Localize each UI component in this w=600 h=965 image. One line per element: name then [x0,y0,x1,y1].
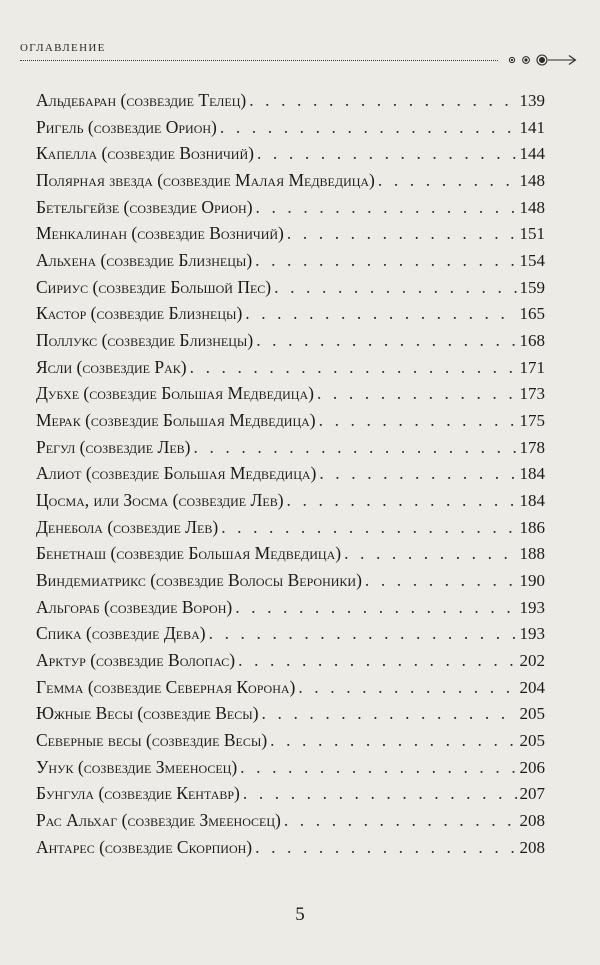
dot-leader [317,380,517,406]
toc-entry-title: Гемма (созвездие Северная Корона) [36,676,296,697]
dot-leader [298,674,516,700]
toc-entry-title: Кастор (созвездие Близнецы) [36,303,243,324]
toc-entry-page: 205 [519,704,545,724]
toc-entry-page: 175 [519,411,545,431]
dot-leader [284,807,517,833]
toc-entry[interactable] [36,460,545,487]
toc-entry-title: Арктур (созвездие Волопас) [36,650,236,671]
toc-entry-title: Цосма, или Зосма (созвездие Лев) [36,490,284,511]
toc-entry[interactable] [36,300,545,327]
toc-entry-title: Альхена (созвездие Близнецы) [36,250,253,271]
toc-entry-page: 205 [519,731,545,751]
dots-arrow-icon [498,52,578,68]
toc-entry[interactable] [36,140,545,167]
dot-leader [378,167,517,193]
toc-entry-page: 202 [519,651,545,671]
table-of-contents [36,87,545,860]
toc-entry-page: 207 [519,784,545,804]
dot-leader [319,460,516,486]
toc-entry-page: 206 [519,757,545,777]
dot-leader [240,754,516,780]
dot-leader [256,194,517,220]
toc-entry-title: Бунгула (созвездие Кентавр) [36,783,240,804]
toc-entry-page: 193 [519,624,545,644]
dot-leader [274,274,516,300]
toc-entry-title: Менкалинан (созвездие Возничий) [36,223,284,244]
toc-entry-page: 208 [519,837,545,857]
toc-entry-title: Бетельгейзе (созвездие Орион) [36,196,253,217]
toc-entry[interactable] [36,594,545,621]
toc-entry-title: Ясли (созвездие Рак) [36,356,187,377]
dot-leader [235,594,516,620]
toc-entry[interactable] [36,514,545,541]
toc-entry-page: 193 [519,597,545,617]
dot-leader [255,834,516,860]
dot-leader [287,220,517,246]
toc-entry[interactable] [36,274,545,301]
toc-entry-page: 178 [519,437,545,457]
toc-entry-title: Алиот (созвездие Большая Медведица) [36,463,317,484]
toc-entry-page: 144 [519,144,545,164]
toc-entry[interactable] [36,434,545,461]
toc-entry-page: 208 [519,811,545,831]
toc-entry[interactable] [36,620,545,647]
header-rule [20,60,578,61]
dot-leader [365,567,517,593]
toc-entry[interactable] [36,647,545,674]
dot-leader [209,620,517,646]
toc-entry[interactable] [36,247,545,274]
toc-entry[interactable] [36,380,545,407]
toc-entry-page: 184 [519,464,545,484]
toc-entry-title: Денебола (созвездие Лев) [36,516,219,537]
toc-entry-page: 165 [519,304,545,324]
toc-entry[interactable] [36,780,545,807]
toc-entry-title: Сириус (созвездие Большой Пес) [36,276,272,297]
toc-entry-page: 168 [519,331,545,351]
toc-entry-page: 159 [519,277,545,297]
running-header [20,38,578,68]
toc-entry-title: Северные весы (созвездие Весы) [36,730,268,751]
toc-entry-title: Мерак (созвездие Большая Медведица) [36,410,316,431]
toc-entry[interactable] [36,727,545,754]
dot-leader [190,354,517,380]
dot-leader [287,487,517,513]
toc-entry[interactable] [36,220,545,247]
toc-entry[interactable] [36,674,545,701]
toc-entry-page: 139 [519,91,545,110]
toc-entry-title: Полярная звезда (созвездие Малая Медведица) [36,170,375,191]
toc-entry-page: 186 [519,517,545,537]
toc-entry[interactable] [36,194,545,221]
toc-entry[interactable] [36,754,545,781]
toc-entry-title: Бенетнаш (созвездие Большая Медведица) [36,543,342,564]
toc-entry-title: Унук (созвездие Змееносец) [36,756,238,777]
toc-entry-page: 171 [519,357,545,377]
dot-leader [257,140,517,166]
toc-entry-title: Спика (созвездие Девa) [36,623,206,644]
dot-leader [220,114,517,140]
header-title: оглавление [20,38,106,55]
dot-leader [270,727,516,753]
toc-entry-page: 151 [519,224,545,244]
toc-entry[interactable] [36,114,545,141]
dot-leader [245,300,516,326]
dot-leader [255,247,516,273]
toc-entry[interactable] [36,700,545,727]
toc-entry-page: 188 [519,544,545,564]
dot-leader [344,540,516,566]
toc-entry-title: Виндемиатрикс (созвездие Волосы Вероники) [36,570,362,591]
toc-entry-page: 148 [519,171,545,191]
toc-entry-title: Южные Весы (созвездие Весы) [36,703,259,724]
toc-entry-title: Альгораб (созвездие Ворон) [36,596,233,617]
toc-entry-title: Капелла (созвездие Возничий) [36,143,254,164]
dot-leader [221,514,516,540]
toc-entry[interactable] [36,540,545,567]
toc-entry-title: Поллукс (созвездие Близнецы) [36,330,254,351]
dot-leader [256,327,516,353]
dot-leader [249,87,516,113]
toc-entry[interactable] [36,807,545,834]
dot-leader [319,407,517,433]
toc-entry[interactable] [36,167,545,194]
toc-entry-page: 204 [519,677,545,697]
toc-entry-title: Регул (созвездие Лев) [36,436,191,457]
page-number: 5 [295,904,305,925]
dot-leader [243,780,517,806]
toc-entry-page: 141 [519,117,545,137]
toc-entry[interactable] [36,487,545,514]
toc-entry[interactable] [36,567,545,594]
dot-leader [238,647,516,673]
toc-entry[interactable] [36,354,545,381]
toc-entry[interactable] [36,87,545,114]
toc-entry-page: 184 [519,491,545,511]
toc-entry[interactable] [36,327,545,354]
toc-entry-title: Дубхе (созвездие Большая Медведица) [36,383,314,404]
toc-entry-title: Антарес (созвездие Скорпион) [36,836,253,857]
toc-entry[interactable] [36,407,545,434]
toc-entry[interactable] [36,834,545,861]
dot-leader [194,434,517,460]
toc-entry-title: Альдебаран (созвездие Телец) [36,90,247,110]
toc-entry-page: 154 [519,251,545,271]
dot-leader [262,700,517,726]
toc-entry-title: Ригель (созвездие Орион) [36,116,217,137]
toc-entry-page: 173 [519,384,545,404]
toc-entry-title: Рас Альхаг (созвездие Змееносец) [36,810,281,831]
toc-entry-page: 148 [519,197,545,217]
toc-entry-page: 190 [519,571,545,591]
